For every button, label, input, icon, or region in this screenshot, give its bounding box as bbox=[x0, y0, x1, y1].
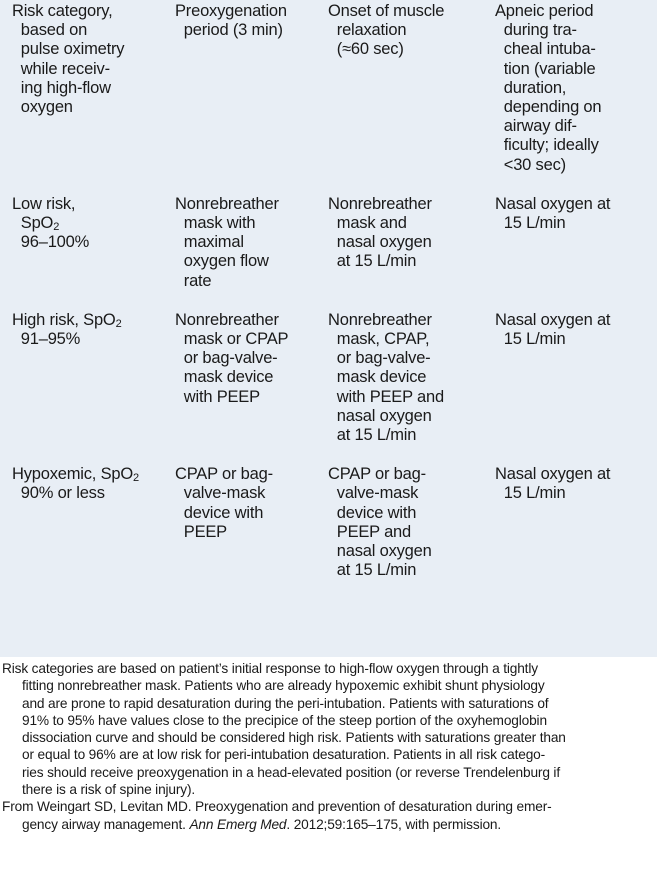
cell-line: 15 L/min bbox=[495, 484, 566, 503]
cell-line: Nasal oxygen at bbox=[495, 194, 611, 213]
cell-line: pulse oximetry bbox=[12, 40, 125, 59]
cell-line: mask device bbox=[328, 368, 427, 387]
footnote-line: Risk categories are based on patient’s initial response to high-flow oxygen through a tightly bbox=[2, 661, 538, 676]
table-cell bbox=[324, 465, 487, 580]
table-cell bbox=[0, 195, 161, 311]
cell-line: nasal oxygen bbox=[328, 233, 432, 252]
table-cell bbox=[0, 2, 161, 195]
table-header-row bbox=[0, 2, 657, 195]
cell-line: at 15 L/min bbox=[328, 426, 417, 445]
cell-line: mask and bbox=[328, 214, 407, 233]
cell-line: nasal oxygen bbox=[328, 406, 432, 425]
cell-line: mask with bbox=[175, 214, 256, 233]
source-citation-line-1: From Weingart SD, Levitan MD. Preoxygenation and prevention of desaturation during emer- bbox=[2, 799, 552, 815]
cell-line: 96–100% bbox=[12, 233, 90, 252]
cell-line: 15 L/min bbox=[495, 330, 566, 349]
cell-line: valve-mask bbox=[328, 484, 419, 503]
citation-text: gency airway management. bbox=[22, 816, 190, 832]
cell-line: mask or CPAP bbox=[175, 330, 289, 349]
cell-line: rate bbox=[175, 271, 212, 290]
cell-line: PEEP and bbox=[328, 522, 412, 541]
table-row bbox=[0, 311, 657, 465]
cell-line: depending on bbox=[495, 98, 602, 117]
journal-name: Ann Emerg Med bbox=[189, 816, 287, 832]
footnote-line: or equal to 96% are at low risk for peri-intubation desaturation. Patients in all risk catego- bbox=[22, 747, 546, 763]
table-row bbox=[0, 465, 657, 580]
cell-line: tion (variable bbox=[495, 59, 596, 78]
cell-line: period (3 min) bbox=[175, 21, 283, 40]
footnote-line: fitting nonrebreather mask. Patients who are already hypoxemic exhibit shunt physiology bbox=[22, 678, 545, 694]
cell-line: at 15 L/min bbox=[328, 252, 417, 271]
cell-line: with PEEP bbox=[175, 387, 260, 406]
cell-line: during tra- bbox=[495, 21, 577, 40]
cell-line: (≈60 sec) bbox=[328, 40, 404, 59]
cell-line: Nonrebreather bbox=[328, 194, 432, 213]
table-cell bbox=[487, 465, 657, 580]
risk-table bbox=[0, 2, 657, 580]
table-cell bbox=[324, 195, 487, 311]
table-footnotes bbox=[0, 660, 650, 833]
cell-line: Nasal oxygen at bbox=[495, 310, 611, 329]
cell-line: relaxation bbox=[328, 21, 407, 40]
cell-line: based on bbox=[12, 21, 88, 40]
cell-line: maximal bbox=[175, 233, 244, 252]
cell-line: 91–95% bbox=[12, 330, 81, 349]
footnote-line: 91% to 95% have values close to the precipice of the steep portion of the oxyhemoglobin bbox=[22, 712, 547, 728]
subscript: 2 bbox=[53, 221, 60, 234]
cell-line: oxygen bbox=[12, 98, 73, 117]
cell-line: while receiv- bbox=[12, 59, 110, 78]
table-cell bbox=[487, 311, 657, 465]
cell-line: or bag-valve- bbox=[175, 349, 278, 368]
cell-line: valve-mask bbox=[175, 484, 266, 503]
cell-line: CPAP or bag- bbox=[328, 465, 426, 484]
table-cell bbox=[161, 311, 324, 465]
cell-line: ing high-flow bbox=[12, 78, 111, 97]
cell-line: duration, bbox=[495, 78, 567, 97]
cell-line: <30 sec) bbox=[495, 155, 566, 174]
table-cell bbox=[161, 195, 324, 311]
cell-line: SpO$_2$ bbox=[12, 214, 60, 234]
table-cell bbox=[161, 465, 324, 580]
footnote-line: dissociation curve and should be considered high risk. Patients with saturations greater than bbox=[22, 730, 566, 746]
cell-line: 90% or less bbox=[12, 484, 105, 503]
table-cell bbox=[487, 2, 657, 195]
footnote-paragraph bbox=[0, 660, 650, 798]
footnote-line: there is a risk of spine injury). bbox=[22, 782, 196, 798]
cell-line: device with bbox=[328, 503, 417, 522]
table-cell bbox=[324, 2, 487, 195]
cell-line: Nonrebreather bbox=[328, 310, 432, 329]
table-row bbox=[0, 195, 657, 311]
footnote-line: ries should receive preoxygenation in a head-elevated position (or reverse Trendelenburg if bbox=[22, 764, 560, 780]
cell-line: device with bbox=[175, 503, 264, 522]
cell-line: airway dif- bbox=[495, 117, 577, 136]
table-cell bbox=[0, 465, 161, 580]
source-citation-line-2 bbox=[0, 816, 650, 833]
citation-details: . 2012;59:165–175, with permission. bbox=[286, 816, 502, 832]
risk-table-body bbox=[0, 2, 657, 580]
cell-line: Risk category, bbox=[12, 2, 113, 20]
cell-line: Nonrebreather bbox=[175, 310, 279, 329]
cell-line: Hypoxemic, SpO$_2$ bbox=[12, 465, 139, 485]
cell-line: at 15 L/min bbox=[328, 561, 417, 580]
cell-line: Low risk, bbox=[12, 194, 76, 213]
cell-line: Nasal oxygen at bbox=[495, 465, 611, 484]
cell-line: cheal intuba- bbox=[495, 40, 596, 59]
cell-line: High risk, SpO$_2$ bbox=[12, 310, 122, 330]
table-cell bbox=[161, 2, 324, 195]
cell-line: CPAP or bag- bbox=[175, 465, 273, 484]
table-cell bbox=[487, 195, 657, 311]
subscript: 2 bbox=[133, 472, 139, 485]
cell-line: with PEEP and bbox=[328, 387, 444, 406]
cell-line: ficulty; ideally bbox=[495, 136, 599, 155]
cell-line: mask, CPAP, bbox=[328, 330, 430, 349]
table-cell bbox=[0, 311, 161, 465]
cell-line: mask device bbox=[175, 368, 274, 387]
cell-line: Onset of muscle bbox=[328, 2, 445, 20]
cell-line: Apneic period bbox=[495, 2, 594, 20]
cell-line: or bag-valve- bbox=[328, 349, 431, 368]
table-cell bbox=[324, 311, 487, 465]
footnote-line: and are prone to rapid desaturation during the peri-intubation. Patients with saturations of bbox=[22, 695, 549, 711]
cell-line: Preoxygenation bbox=[175, 2, 287, 20]
cell-line: nasal oxygen bbox=[328, 542, 432, 561]
subscript: 2 bbox=[115, 317, 122, 330]
cell-line: 15 L/min bbox=[495, 214, 566, 233]
cell-line: PEEP bbox=[175, 522, 227, 541]
cell-line: Nonrebreather bbox=[175, 194, 279, 213]
cell-line: oxygen flow bbox=[175, 252, 269, 271]
